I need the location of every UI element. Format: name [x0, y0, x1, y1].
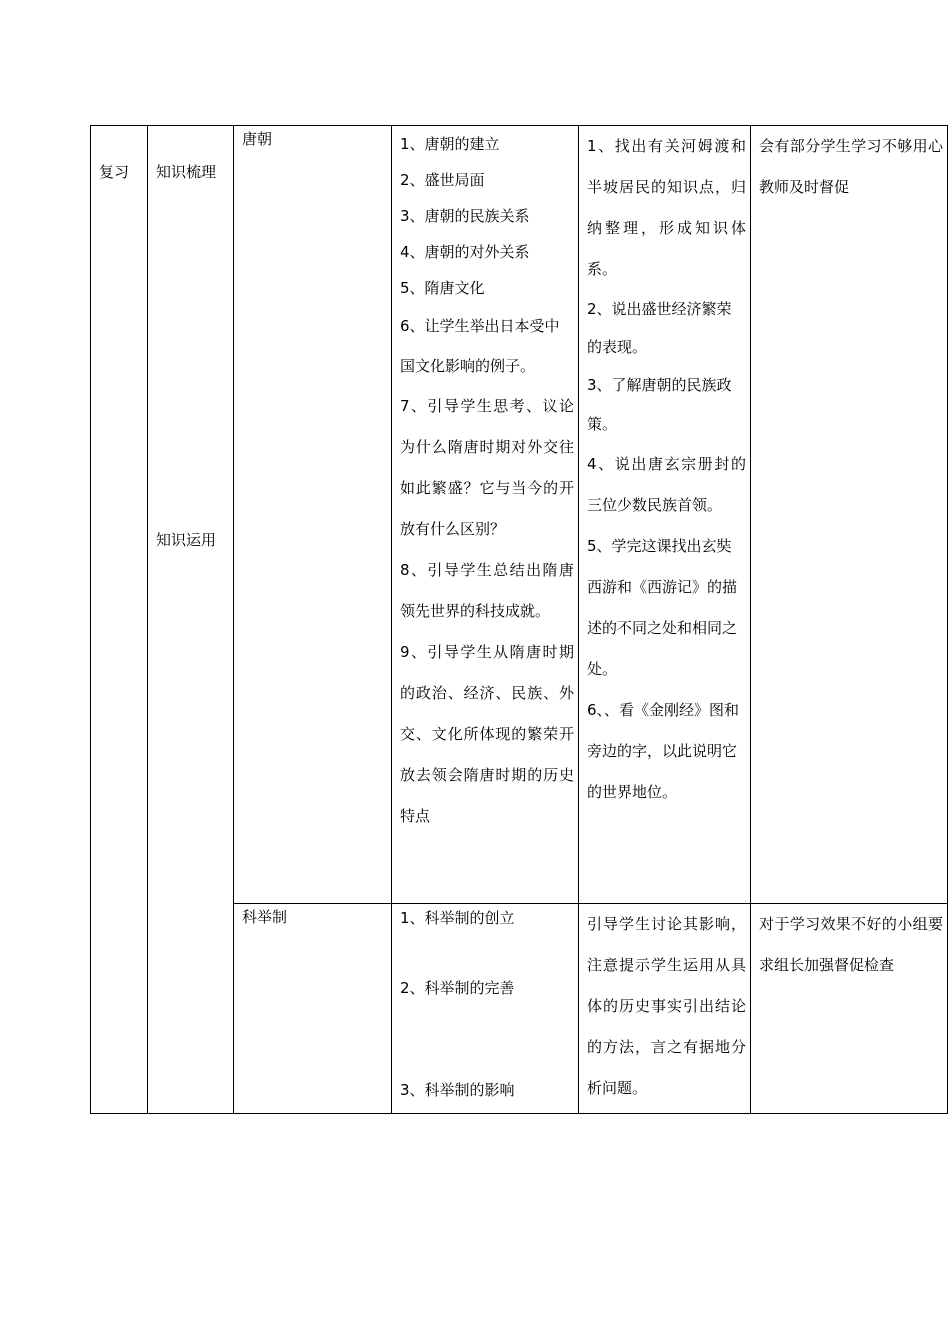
content-item: 2、科举制的完善	[400, 979, 515, 997]
content-item: 3、科举制的影响	[400, 1081, 515, 1099]
activity-cell	[579, 126, 751, 904]
content-item: 1、唐朝的建立	[400, 135, 500, 153]
activity-item: 1、找出有关河姆渡和半坡居民的知识点，归纳整理，形成知识体系。	[587, 137, 746, 278]
content-item: 7、引导学生思考、议论为什么隋唐时期对外交往如此繁盛？它与当今的开放有什么区别？	[400, 397, 574, 538]
content-item: 8、引导学生总结出隋唐领先世界的科技成就。	[400, 561, 574, 620]
activity-item: 2、说出盛世经济繁荣的表现。	[587, 300, 732, 356]
content-item: 5、隋唐文化	[400, 279, 485, 297]
review-label: 复习	[99, 163, 130, 181]
content-cell	[392, 126, 579, 904]
table-row-tang	[91, 126, 948, 904]
review-cell	[91, 126, 148, 1114]
activity-item: 5、学完这课找出玄奘西游和《西游记》的描述的不同之处和相同之处。	[587, 537, 738, 678]
topic-tang: 唐朝	[242, 130, 273, 148]
knowledge-apply-label: 知识运用	[156, 531, 217, 549]
note-text: 对于学习效果不好的小组要求组长加强督促检查	[759, 915, 943, 974]
content-item: 2、盛世局面	[400, 171, 485, 189]
content-item: 4、唐朝的对外关系	[400, 243, 530, 261]
activity-item: 引导学生讨论其影响，注意提示学生运用从具体的历史事实引出结论的方法，言之有据地分析问题。	[587, 915, 746, 1097]
note-text: 会有部分学生学习不够用心教师及时督促	[759, 137, 943, 196]
note-cell	[751, 126, 948, 904]
note-cell	[751, 904, 948, 1114]
activity-cell	[579, 904, 751, 1114]
topic-cell	[234, 126, 392, 904]
knowledge-cell	[148, 126, 234, 1114]
knowledge-sort-label: 知识梳理	[156, 163, 217, 181]
content-cell	[392, 904, 579, 1114]
content-item: 3、唐朝的民族关系	[400, 207, 530, 225]
topic-keju: 科举制	[242, 908, 288, 926]
content-item: 1、科举制的创立	[400, 909, 515, 927]
topic-cell	[234, 904, 392, 1114]
activity-item: 6、、看《金刚经》图和旁边的字，以此说明它的世界地位。	[587, 701, 740, 801]
activity-item: 3、了解唐朝的民族政策。	[587, 376, 732, 433]
content-item: 9、引导学生从隋唐时期的政治、经济、民族、外交、文化所体现的繁荣开放去领会隋唐时期的历史特点	[400, 643, 574, 825]
activity-item: 4、说出唐玄宗册封的三位少数民族首领。	[587, 455, 746, 514]
content-item: 6、让学生举出日本受中国文化影响的例子。	[400, 317, 560, 375]
lesson-plan-table	[90, 125, 948, 1114]
